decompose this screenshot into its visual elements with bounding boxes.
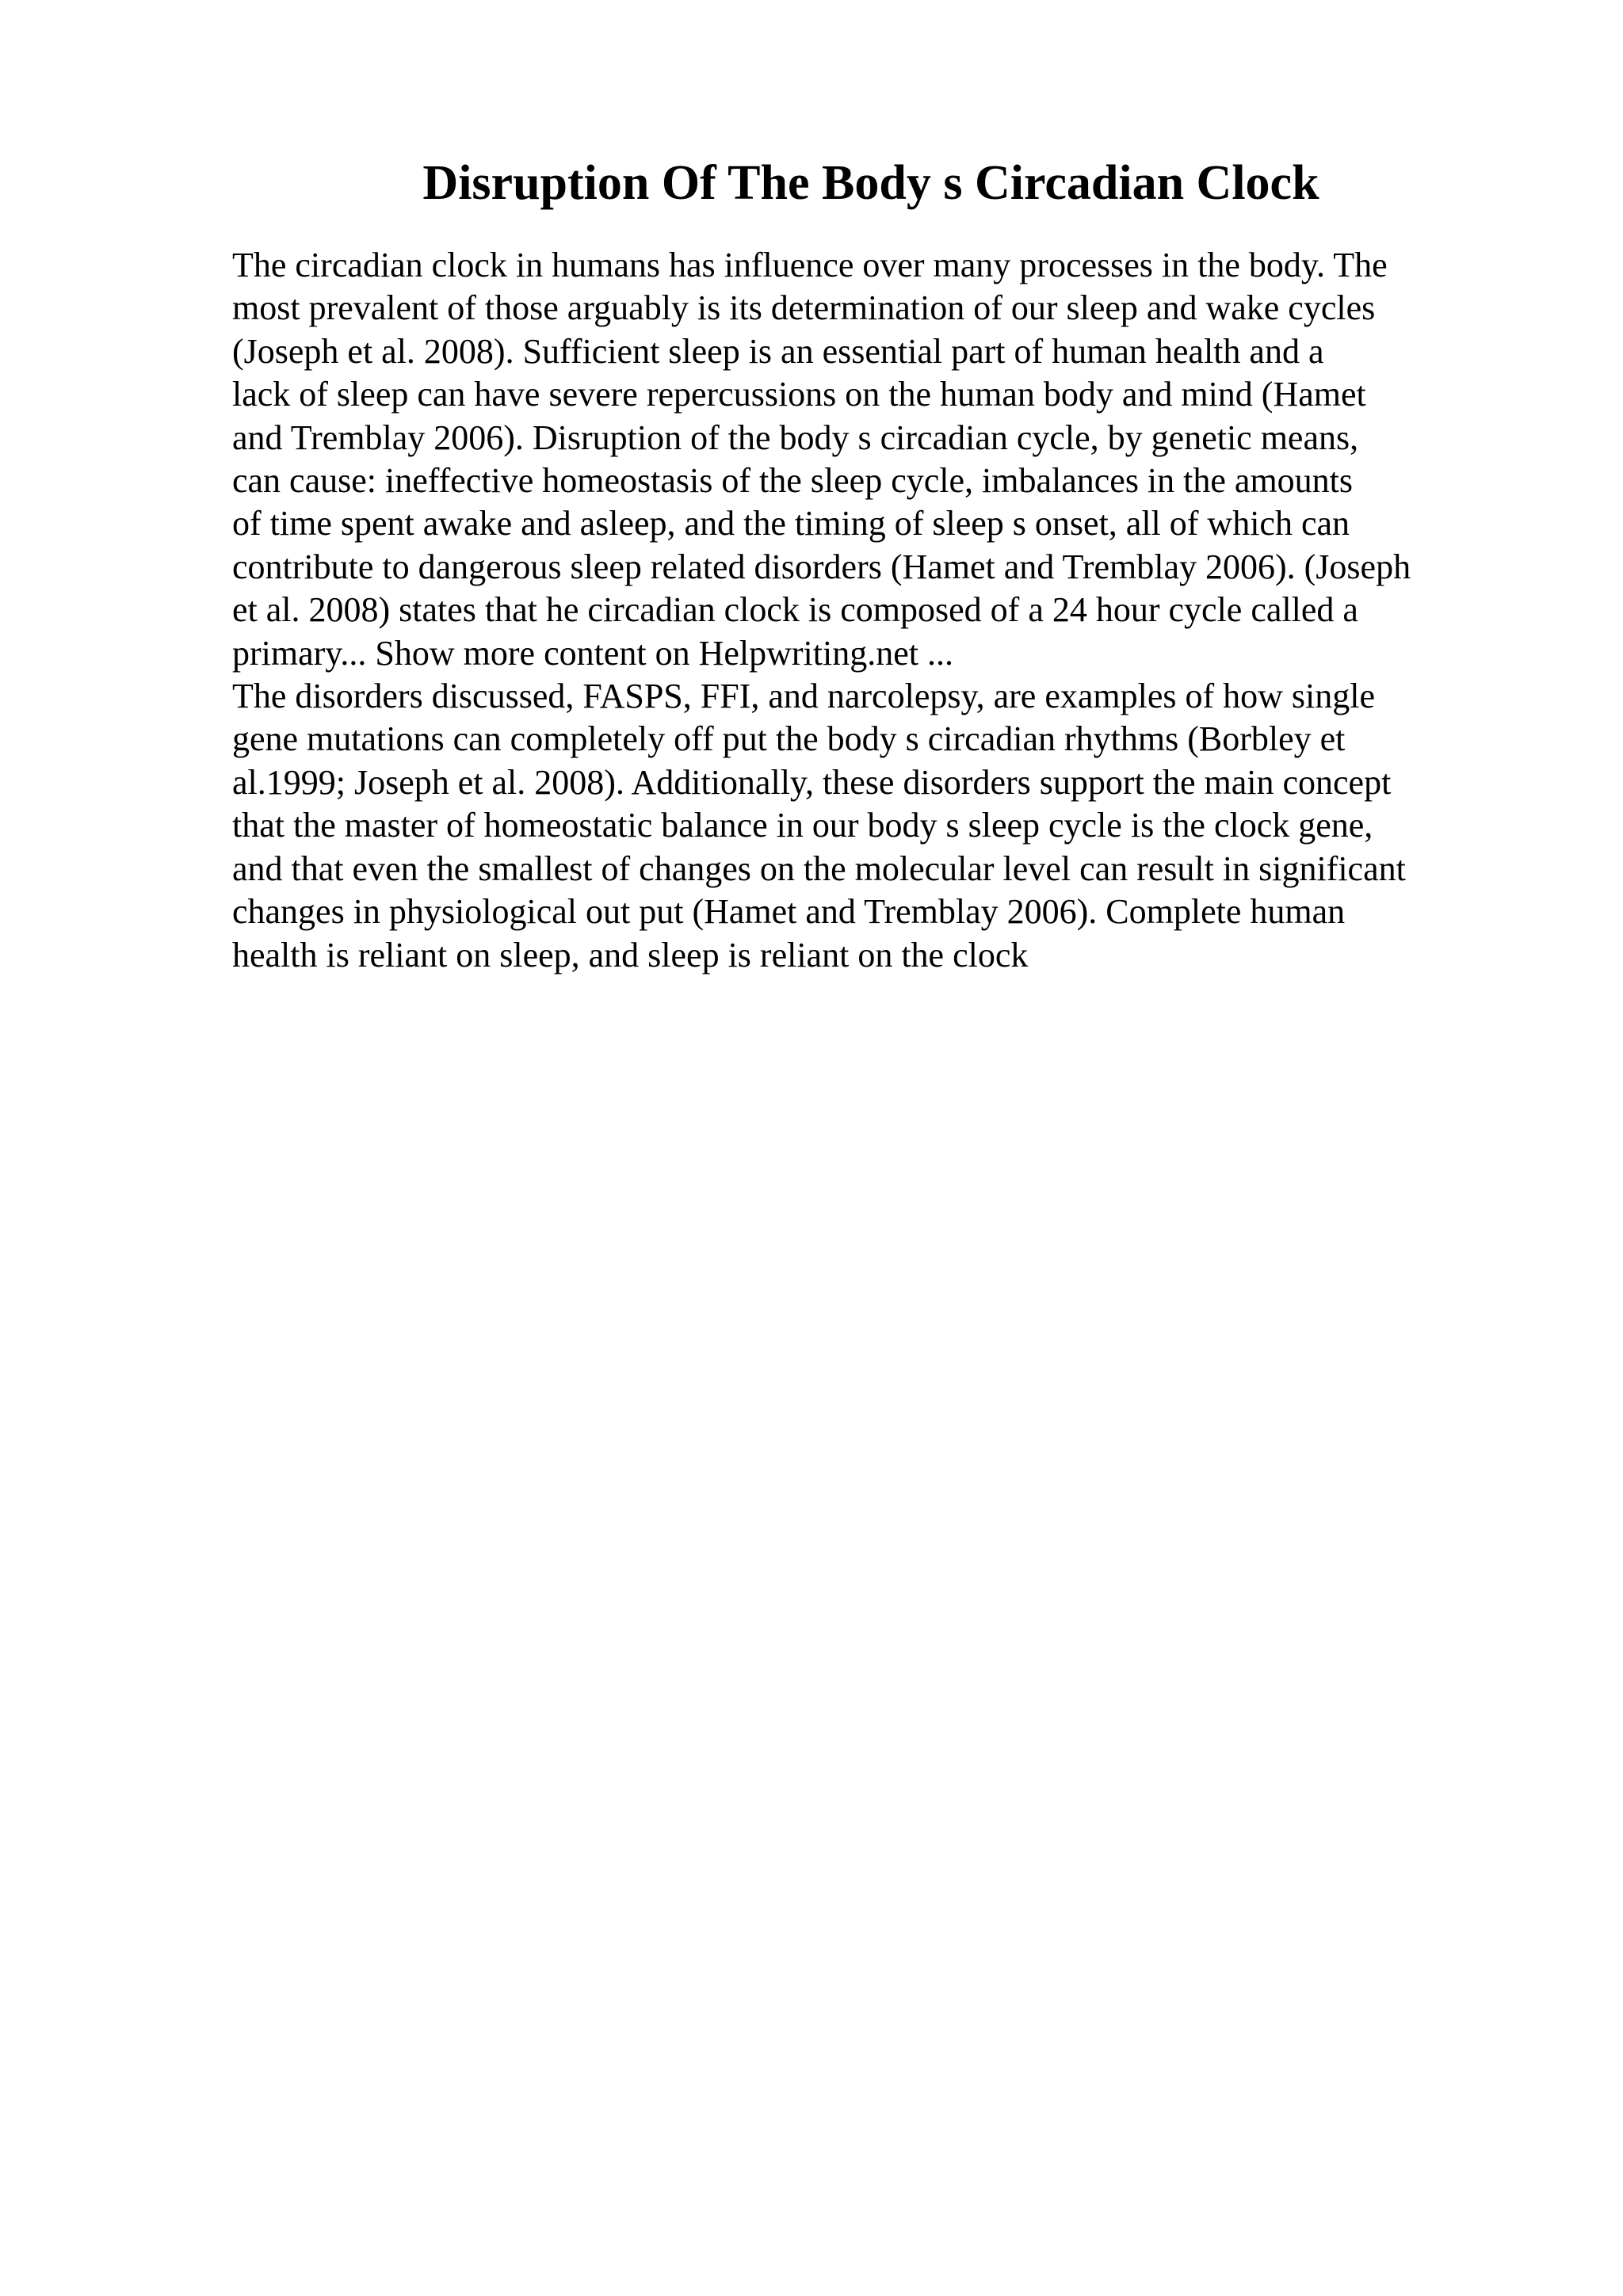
- body-line: et al. 2008) states that he circadian clock is composed of a 24 hour cycle called a: [232, 590, 1358, 630]
- body-line: of time spent awake and asleep, and the timing of sleep s onset, all of which can: [232, 504, 1350, 543]
- body-line: and that even the smallest of changes on the molecular level can result in significant: [232, 849, 1406, 888]
- body-line: al.1999; Joseph et al. 2008). Additionally, these disorders support the main concept: [232, 762, 1392, 802]
- body-line: can cause: ineffective homeostasis of the sleep cycle, imbalances in the amounts: [232, 461, 1354, 501]
- body-line: The circadian clock in humans has influence over many processes in the body. The: [232, 246, 1388, 284]
- body-line: that the master of homeostatic balance in our body s sleep cycle is the clock gene,: [232, 806, 1373, 845]
- body-line: and Tremblay 2006). Disruption of the body s circadian cycle, by genetic means,: [232, 418, 1359, 457]
- document-body: [232, 244, 1500, 977]
- document-title: Disruption Of The Body s Circadian Clock: [422, 156, 1319, 210]
- body-line: contribute to dangerous sleep related disorders (Hamet and Tremblay 2006). (Joseph: [232, 547, 1411, 586]
- body-line: most prevalent of those arguably is its determination of our sleep and wake cycles: [232, 288, 1376, 328]
- body-line: The disorders discussed, FASPS, FFI, and narcolepsy, are examples of how single: [232, 677, 1376, 716]
- body-line: gene mutations can completely off put the body s circadian rhythms (Borbley et: [232, 719, 1346, 759]
- body-line: health is reliant on sleep, and sleep is reliant on the clock: [232, 935, 1029, 974]
- body-line: (Joseph et al. 2008). Sufficient sleep is an essential part of human health and a: [232, 331, 1324, 371]
- body-line: changes in physiological out put (Hamet and Tremblay 2006). Complete human: [232, 892, 1346, 932]
- body-line: primary... Show more content on Helpwriting.net ...: [232, 633, 953, 673]
- body-line: lack of sleep can have severe repercussions on the human body and mind (Hamet: [232, 375, 1366, 414]
